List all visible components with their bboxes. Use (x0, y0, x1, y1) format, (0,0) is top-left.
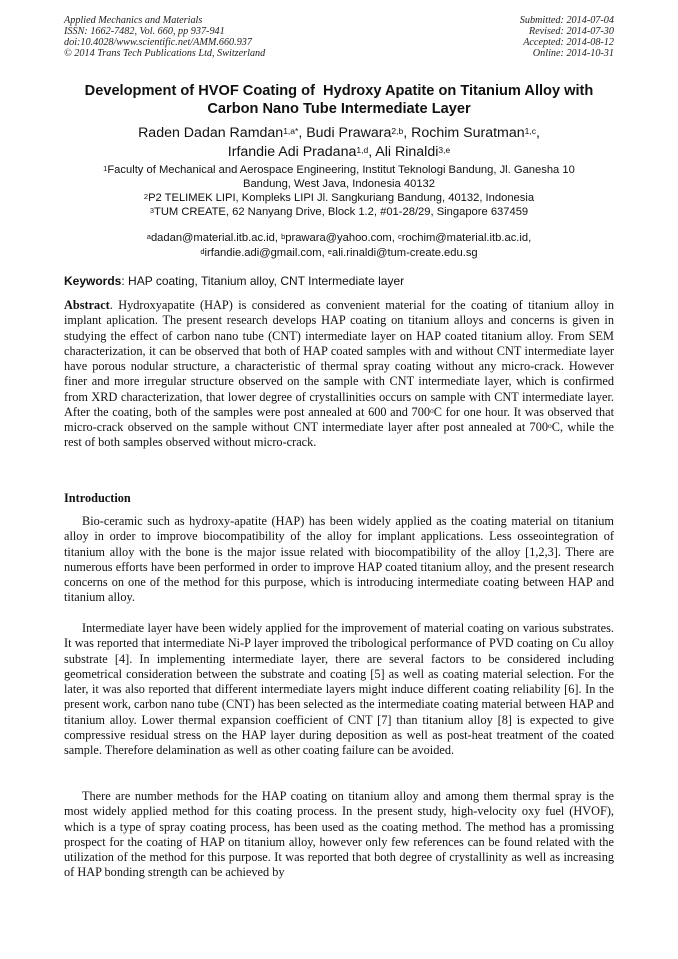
intro-paragraph-2: Intermediate layer have been widely applied for the improvement of material coating on various substrates. It was reported that intermediate Ni-P layer improved the tribological performance of PVD coating on Cu alloy substrate [4]. In implementing intermediate layer, there are several factors to be considered including geometrical consideration between the substrate and coating [5] as well as coating material selection. For the later, it was also reported that different intermediate layers might induce different coating reliability [6]. In the present work, carbon nano tube (CNT) has been selected as the intermediate coating material between HAP and titanium alloy. Lower thermal expansion coefficient of CNT [7] than titanium alloy [8] is expected to give compressive residual stress on the HAP layer during deposition as well as post-heat treatment of the coated sample. Therefore delamination as well as other coating failure can be avoided. (64, 621, 614, 757)
keywords-label: Keywords (64, 274, 122, 288)
title-line-2: Carbon Nano Tube Intermediate Layer (207, 101, 471, 117)
publication-dates (520, 15, 614, 59)
email-link[interactable]: rochim@material.itb.ac.id (401, 232, 529, 244)
author-affiliation-mark: 1,c (524, 126, 536, 136)
intro-paragraph-1: Bio-ceramic such as hydroxy-apatite (HAP) has been widely applied as the coating material on titanium alloy in order to improve biocompatibility of the alloy for implant applications. Less osseointegration of titanium alloy with the bone is the major issue related with biocompatibility of the alloy [1,2,3]. There are numerous efforts have been performed in order to improve HAP coated titanium alloy, and the present research concerns on one of the method for this purpose, which is introducing intermediate coating between HAP and titanium alloy. (64, 514, 614, 605)
author-affiliation-mark: 1,d (356, 145, 369, 155)
affiliation-3: $^3$TUM CREATE, 62 Nanyang Drive, Block 1.2, #01-28/29, Singapore 637459 (149, 206, 529, 218)
journal-info (64, 15, 265, 59)
keywords-text: : HAP coating, Titanium alloy, CNT Intermediate layer (121, 274, 405, 288)
issn-line: ISSN: 1662-7482, Vol. 660, pp 937-941 (64, 26, 225, 38)
copyright-line: © 2014 Trans Tech Publications Ltd, Switzerland (64, 48, 266, 60)
affiliation-1: $^1$Faculty of Mechanical and Aerospace Engineering, Institut Teknologi Bandung, Jl. Ganesha 10 (103, 164, 575, 176)
email-link[interactable]: ali.rinaldi@tum-create.edu.sg (331, 246, 478, 259)
author-name: Raden Dadan Ramdan (138, 125, 284, 141)
author-affiliation-mark: 1,a* (283, 126, 299, 136)
online-date: Online: 2014-10-31 (532, 48, 614, 60)
title-line-1: Development of HVOF Coating of Hydroxy Apatite on Titanium Alloy with (84, 83, 594, 99)
author-name: Irfandie Adi Pradana (227, 144, 357, 160)
author-list: Raden Dadan Ramdan$^{1,a*}$, Budi Prawara$^{2,b}$, Rochim Suratman$^{1,c}$, Irfandie Adi Pradana$^{1,d}$, Ali Rinaldi$^{3,e}$ (138, 125, 540, 160)
author-name: Budi Prawara (306, 125, 392, 141)
paper-title (40, 82, 638, 118)
affiliation-2: $^2$P2 TELIMEK LIPI, Kompleks LIPI Jl. Sangkuriang Bandung, 40132, Indonesia (143, 192, 535, 204)
accepted-date: Accepted: 2014-08-12 (523, 37, 614, 49)
email-link[interactable]: irfandie.adi@gmail.com (204, 246, 322, 259)
affiliations (40, 163, 638, 219)
abstract-label: Abstract (64, 298, 110, 312)
author-name: Ali Rinaldi (375, 144, 439, 160)
author-affiliation-mark: 2,b (391, 126, 404, 136)
abstract: Abstract. Hydroxyapatite (HAP) is considered as convenient material for the coating of titanium alloy in implant aplication. The present research develops HAP coating on titanium alloys and concerns is given in studying the effect of carbon nano tube (CNT) intermediate layer on HAP coated titanium alloy. From SEM characterization, it can be observed that both of HAP coated samples with and without CNT intermediate layer have porous nodular structure, a characteristic of thermal spray coating without any micro-crack. However finer and more irregular structure observed on the sample with CNT intermediate layer, which is confirmed from XRD characterization, that lower degree of crystallinities occurs on sample with CNT intermediate layer. After the coating, both of the samples were post annealed at 600 and 700$^o$C for one hour. It was observed that micro-crack observed on the sample without CNT intermediate layer after post annealed at 700$^o$C, while the rest of both samples observed without micro-crack. (64, 298, 614, 450)
section-heading-introduction: Introduction (64, 491, 131, 505)
journal-name: Applied Mechanics and Materials (64, 15, 203, 26)
intro-paragraph-3: There are number methods for the HAP coating on titanium alloy and among them thermal spray is the most widely applied method for this coating process. In the present study, high-velocity oxy fuel (HVOF), which is a type of spray coating process, has been used as the coating method. The method has a promissing prospect for the coating of HAP on titanium alloy, however only few references can be found related with the utilization of the method for this purpose. It was reported that both degree of crystallinity as well as increasing of HAP bonding strength can be achieved by (64, 789, 614, 880)
doi-line: doi:10.4028/www.scientific.net/AMM.660.937 (64, 37, 252, 49)
email-link[interactable]: prawara@yahoo.com (285, 232, 392, 244)
submitted-date: Submitted: 2014-07-04 (519, 15, 614, 26)
author-name: Rochim Suratman (411, 125, 525, 141)
author-emails: $^a$dadan@material.itb.ac.id, $^b$prawara@yahoo.com, $^c$rochim@material.itb.ac.id, $^d$irfandie.adi@gmail.com, $^e$ali.rinaldi@tum-create.edu.sg (146, 232, 532, 259)
revised-date: Revised: 2014-07-30 (528, 26, 614, 38)
email-link[interactable]: dadan@material.itb.ac.id (150, 232, 275, 244)
affiliation-1-cont: Bandung, West Java, Indonesia 40132 (243, 178, 435, 190)
keywords-line (64, 274, 624, 288)
author-affiliation-mark: 3,e (438, 145, 451, 155)
